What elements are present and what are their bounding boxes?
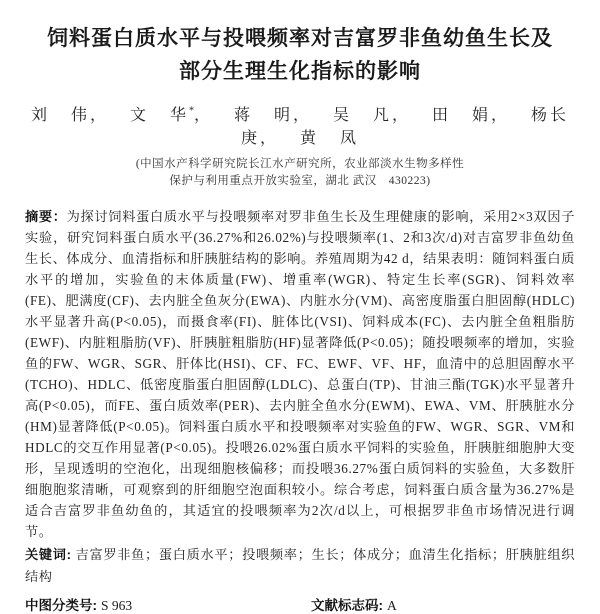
keywords-paragraph — [25, 544, 575, 588]
title-line-2: 部分生理生化指标的影响 — [179, 60, 421, 83]
affiliation — [25, 156, 575, 190]
title-line-1: 饲料蛋白质水平与投喂频率对吉富罗非鱼幼鱼生长及 — [47, 27, 553, 50]
abstract-paragraph — [25, 206, 575, 542]
doc-code-label: 文献标志码: — [311, 598, 383, 613]
paper-title — [25, 22, 575, 88]
clc-value: S 963 — [101, 598, 133, 613]
authors-line — [25, 102, 575, 148]
authors-before-mark: 刘 伟， 文 华 — [30, 107, 189, 124]
keywords-text: 吉富罗非鱼；蛋白质水平；投喂频率；生长；体成分；血清生化指标；肝胰脏组织结构 — [25, 547, 575, 584]
affiliation-line-1: (中国水产科学研究院长江水产研究所，农业部淡水生物多样性 — [135, 158, 465, 170]
abstract-label: 摘要： — [25, 209, 67, 224]
corresponding-author-mark: * — [189, 105, 194, 117]
classification-row — [25, 594, 575, 614]
clc-label: 中图分类号: — [25, 598, 97, 613]
document-code — [311, 594, 397, 614]
doc-code-value: A — [387, 598, 397, 613]
clc-number — [25, 594, 311, 614]
affiliation-line-2: 保护与利用重点开放实验室，湖北 武汉 430223) — [169, 175, 431, 187]
keywords-label: 关键词: — [25, 547, 72, 562]
abstract-text: 为探讨饲料蛋白质水平与投喂频率对罗非鱼生长及生理健康的影响，采用2×3双因子实验，研究饲料蛋白质水平(36.27%和26.02%)与投喂频率(1、2和3次/d)对吉富罗非鱼幼鱼生长、体成分、血清指标和肝胰脏结构的影响。养殖周期为42 d，结果表明：随饲料蛋白质水平的增加，实验鱼的末体质量(FW)、增重率(WGR)、特定生长率(SGR)、饲料效率(FE)、肥满度(CF)、去内脏全鱼灰分(EWA)、内脏水分(VM)、高密度脂蛋白胆固醇(HDLC)水平显著升高(P<0.05)，而摄食率(FI)、脏体比(VSI)、饲料成本(FC)、去内脏全鱼粗脂肪(EWF)、内脏粗脂肪(VF)、肝胰脏粗脂肪(HF)显著降低(P<0.05)；随投喂频率的增加，实验鱼的FW、WGR、SGR、肝体比(HSI)、CF、FC、EWF、VF、HF，血清中的总胆固醇水平(TCHO)、HDLC、低密度脂蛋白胆固醇(LDLC)、总蛋白(TP)、甘油三酯(TGK)水平显著升高(P<0.05)，而FE、蛋白质效率(PER)、去内脏全鱼水分(EWM)、EWA、VM、肝胰脏水分(HM)显著降低(P<0.05)。饲料蛋白质水平和投喂频率对实验鱼的FW、WGR、SGR、VM和HDLC的交互作用显著(P<0.05)。投喂26.02%蛋白质水平饲料的实验鱼，肝胰脏细胞肿大变形，呈现透明的空泡化，出现细胞核偏移；而投喂36.27%蛋白质饲料的实验鱼，大多数肝细胞胞浆清晰，可观察到的肝细胞空泡面积较小。综合考虑，饲料蛋白质含量为36.27%是适合吉富罗非鱼幼鱼的，其适宜的投喂频率为2次/d以上，可根据罗非鱼市场情况进行调节。 — [25, 209, 575, 539]
authors-after-mark: ， 蒋 明， 吴 凡， 田 娟， 杨长庚， 黄 凤 — [194, 107, 570, 147]
